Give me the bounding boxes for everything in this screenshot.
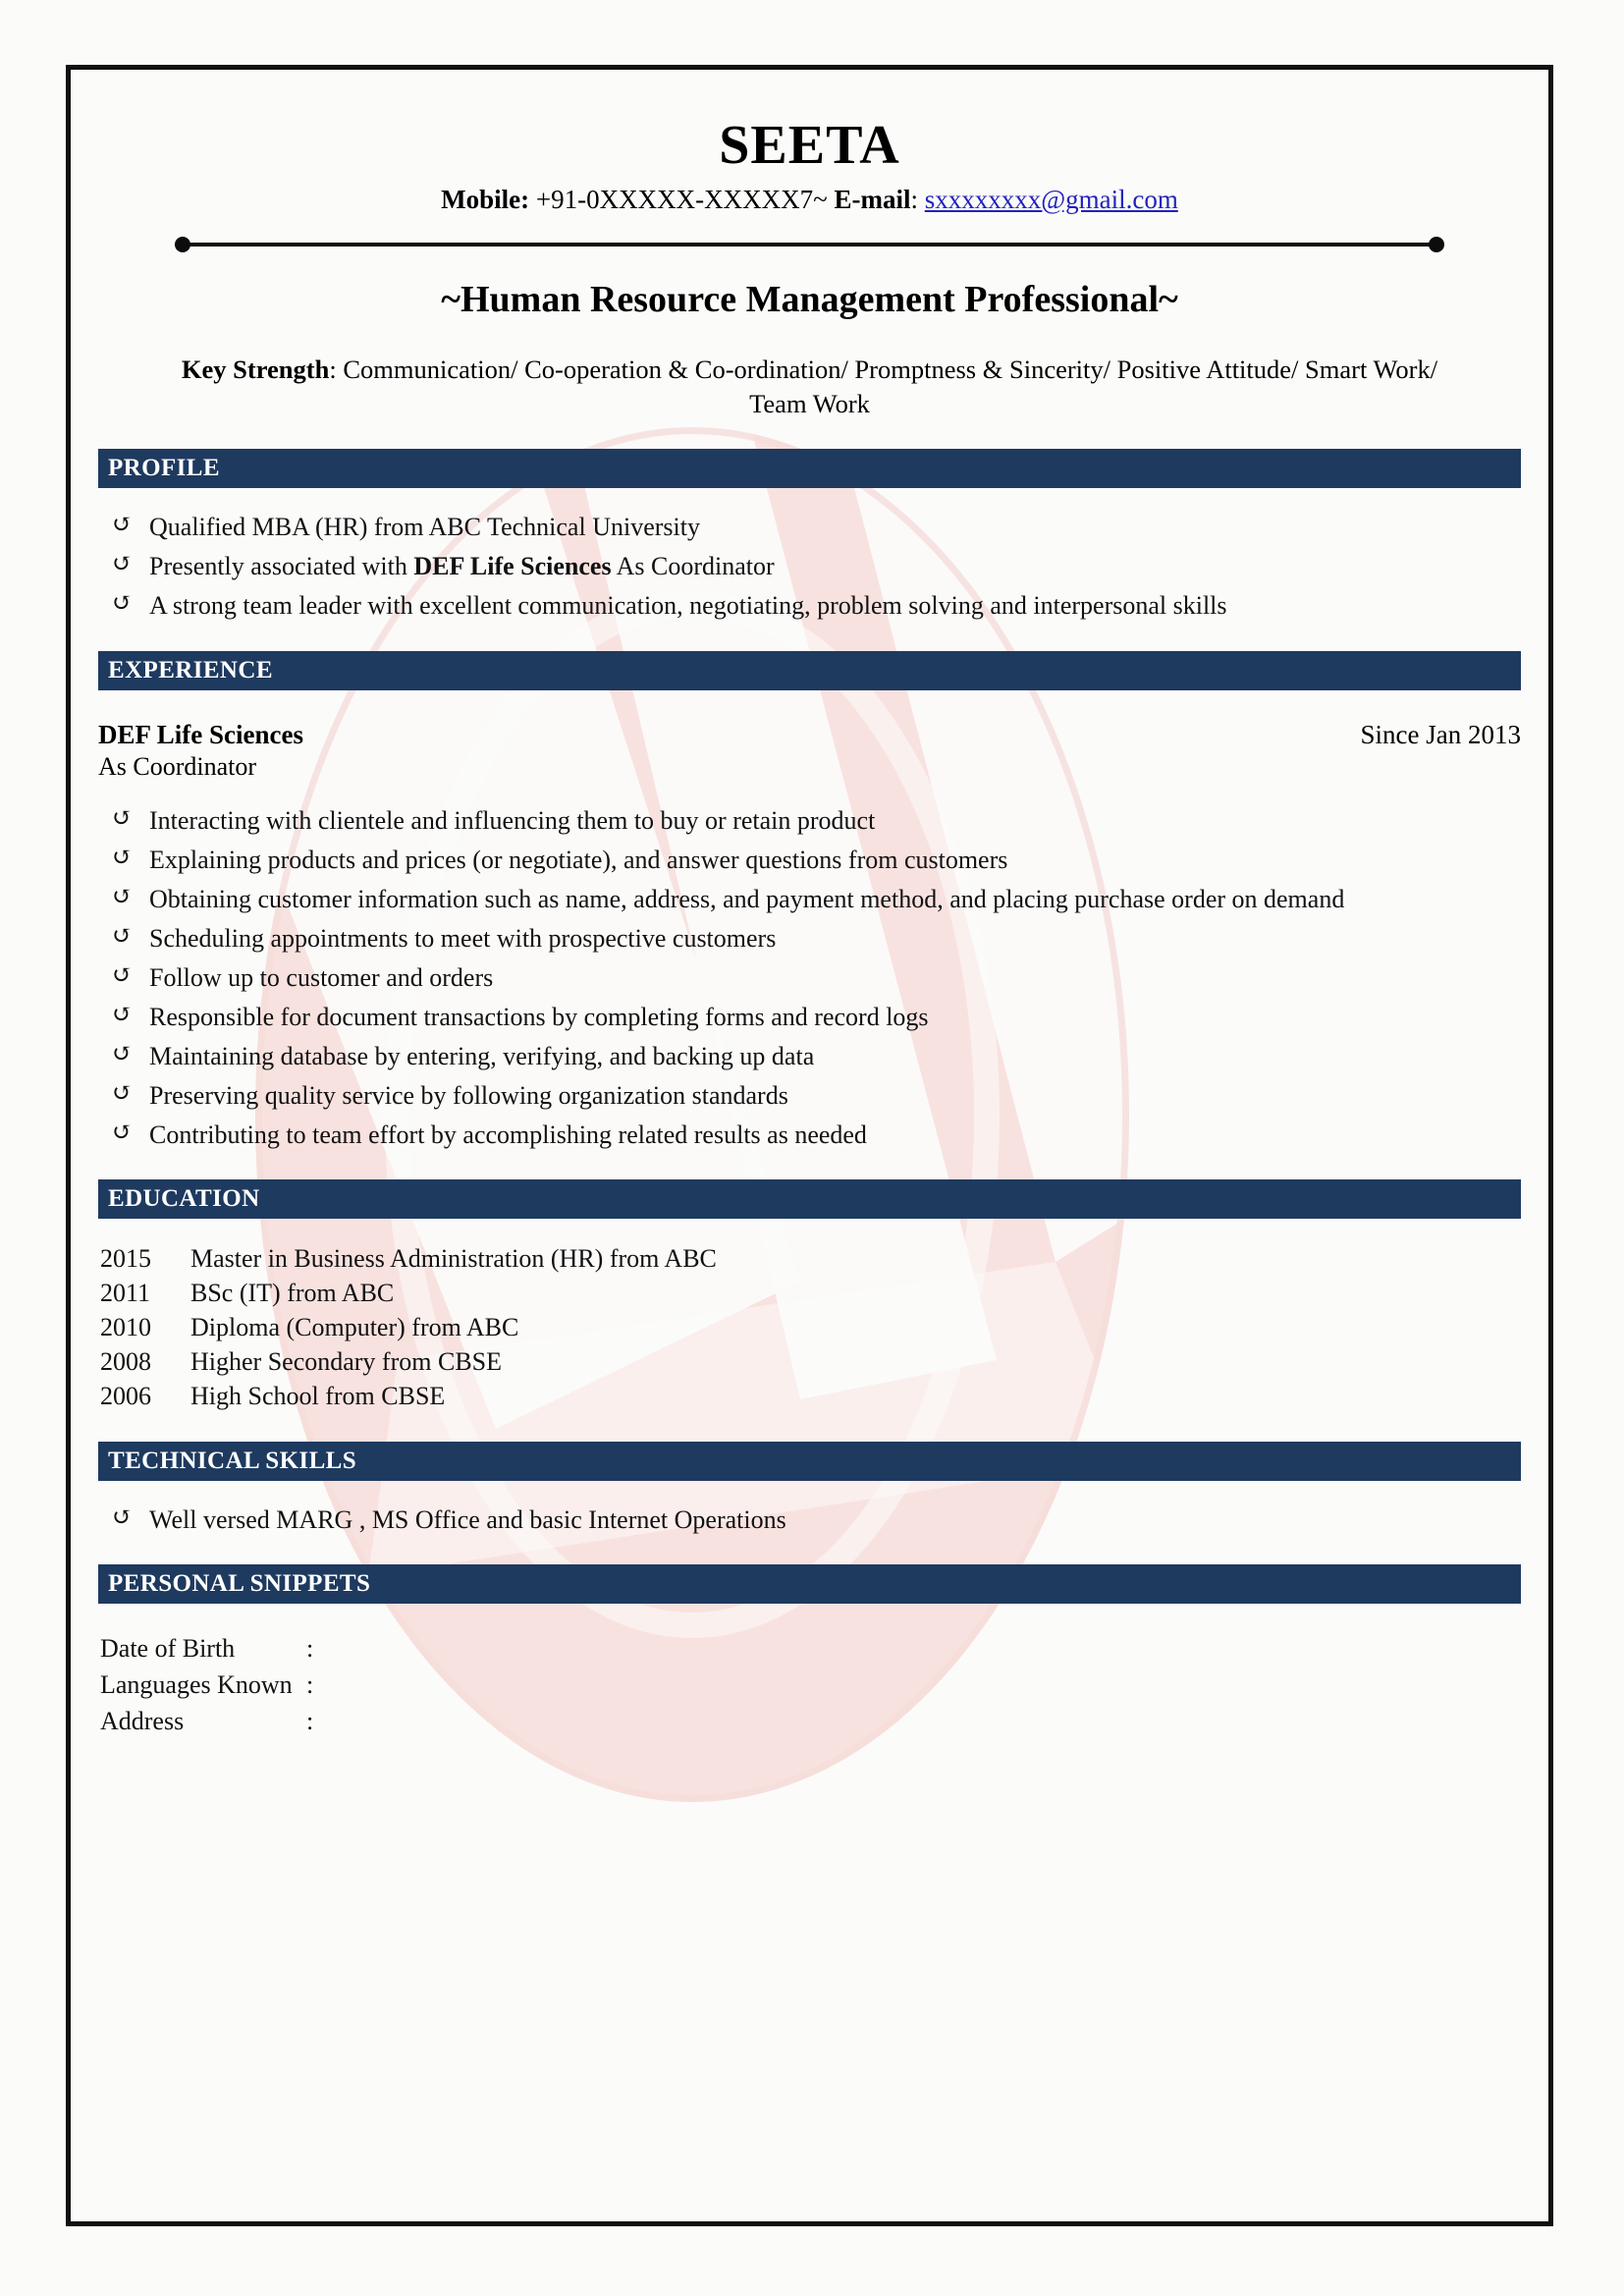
list-item — [98, 1039, 1521, 1073]
mobile-value: +91-0XXXXX-XXXXX7~ — [529, 184, 835, 214]
professional-headline: ~Human Resource Management Professional~ — [441, 278, 1178, 320]
email-colon: : — [910, 184, 925, 214]
education-detail: Diploma (Computer) from ABC — [190, 1313, 519, 1342]
list-item-text: Interacting with clientele and influencing them to buy or retain product — [149, 805, 876, 835]
table-row — [98, 1345, 717, 1380]
snippet-colon: : — [306, 1670, 314, 1700]
key-strength — [155, 353, 1464, 421]
experience-bullet-list — [98, 803, 1521, 1153]
snippet-colon: : — [306, 1707, 314, 1736]
list-item — [98, 1078, 1521, 1113]
rotate-arrow-bullet-icon: ↺ — [112, 804, 133, 832]
list-item — [98, 921, 1521, 956]
education-detail: Master in Business Administration (HR) from ABC — [190, 1244, 717, 1274]
rotate-arrow-bullet-icon: ↺ — [112, 961, 133, 989]
contact-line — [98, 185, 1521, 215]
table-row — [98, 1380, 717, 1414]
education-year: 2008 — [100, 1347, 151, 1377]
snippet-colon: : — [306, 1634, 314, 1664]
section-header-education: EDUCATION — [98, 1179, 1521, 1219]
list-item — [98, 843, 1521, 877]
list-item-text-tail: As Coordinator — [611, 552, 775, 581]
list-item-text: Scheduling appointments to meet with prospective customers — [149, 923, 777, 953]
experience-entry-header — [98, 720, 1521, 750]
list-item-text: Obtaining customer information such as name, address, and payment method, and placing purchase order on demand — [149, 884, 1345, 913]
section-header-profile: PROFILE — [98, 449, 1521, 488]
education-detail: High School from CBSE — [190, 1382, 446, 1411]
list-item — [98, 549, 1521, 583]
table-row — [98, 1631, 365, 1667]
key-strength-value: : Communication/ Co-operation & Co-ordination/ Promptness & Sincerity/ Positive Attitude/ Smart Work/ Team Work — [329, 354, 1438, 419]
list-item — [98, 1000, 1521, 1034]
list-item-bold: DEF Life Sciences — [413, 552, 612, 581]
rotate-arrow-bullet-icon: ↺ — [112, 1002, 133, 1029]
resume-content — [71, 70, 1548, 2221]
list-item-text: Responsible for document transactions by completing forms and record logs — [149, 1003, 929, 1032]
education-year: 2011 — [100, 1279, 151, 1308]
divider-line — [182, 243, 1437, 246]
section-header-personal-snippets: PERSONAL SNIPPETS — [98, 1564, 1521, 1604]
personal-snippets-table — [98, 1631, 365, 1740]
rotate-arrow-bullet-icon: ↺ — [112, 922, 133, 950]
rotate-arrow-bullet-icon: ↺ — [112, 1120, 133, 1147]
email-label: E-mail — [834, 184, 911, 214]
table-row — [98, 1242, 717, 1277]
experience-role: As Coordinator — [98, 751, 257, 781]
education-detail: BSc (IT) from ABC — [190, 1279, 395, 1308]
list-item — [98, 510, 1521, 544]
rotate-arrow-bullet-icon: ↺ — [112, 883, 133, 910]
list-item — [98, 588, 1521, 623]
experience-company: DEF Life Sciences — [98, 719, 303, 749]
list-item — [98, 882, 1521, 916]
education-year: 2010 — [100, 1313, 151, 1342]
list-item — [98, 1503, 1521, 1537]
list-item-text: Contributing to team effort by accomplishing related results as needed — [149, 1121, 867, 1150]
rotate-arrow-bullet-icon: ↺ — [112, 590, 133, 618]
profile-bullet-list — [98, 510, 1521, 623]
list-item-text: Follow up to customer and orders — [149, 962, 494, 992]
list-item-text: Qualified MBA (HR) from ABC Technical University — [149, 513, 700, 542]
table-row — [98, 1667, 365, 1704]
list-item-text: Maintaining database by entering, verifying, and backing up data — [149, 1042, 815, 1071]
list-item — [98, 960, 1521, 995]
divider-dot-right-icon — [1429, 237, 1444, 252]
rotate-arrow-bullet-icon: ↺ — [112, 844, 133, 871]
candidate-name: SEETA — [719, 115, 900, 176]
table-row — [98, 1704, 365, 1740]
list-item — [98, 803, 1521, 838]
rotate-arrow-bullet-icon: ↺ — [112, 512, 133, 539]
rotate-arrow-bullet-icon: ↺ — [112, 1041, 133, 1068]
list-item-text: Explaining products and prices (or negotiate), and answer questions from customers — [149, 845, 1008, 874]
snippet-label: Address — [100, 1707, 185, 1736]
table-row — [98, 1311, 717, 1345]
rotate-arrow-bullet-icon: ↺ — [112, 1504, 133, 1532]
list-item-text: Well versed MARG , MS Office and basic Internet Operations — [149, 1505, 786, 1535]
list-item-text: A strong team leader with excellent communication, negotiating, problem solving and interpersonal skills — [149, 591, 1227, 621]
technical-skills-bullet-list — [98, 1503, 1521, 1537]
mobile-label: Mobile: — [441, 184, 530, 214]
education-table — [98, 1242, 717, 1414]
header-divider — [98, 229, 1521, 258]
education-year: 2006 — [100, 1382, 151, 1411]
snippet-label: Languages Known — [100, 1670, 293, 1700]
rotate-arrow-bullet-icon: ↺ — [112, 1080, 133, 1108]
education-detail: Higher Secondary from CBSE — [190, 1347, 503, 1377]
email-link[interactable]: sxxxxxxxx@gmail.com — [924, 184, 1178, 214]
table-row — [98, 1277, 717, 1311]
section-header-experience: EXPERIENCE — [98, 651, 1521, 690]
education-year: 2015 — [100, 1244, 151, 1274]
snippet-label: Date of Birth — [100, 1634, 236, 1664]
list-item — [98, 1118, 1521, 1152]
list-item-text: Preserving quality service by following organization standards — [149, 1081, 788, 1111]
key-strength-label: Key Strength — [181, 354, 330, 384]
experience-period: Since Jan 2013 — [1360, 719, 1521, 749]
list-item-text: Presently associated with — [149, 552, 414, 581]
rotate-arrow-bullet-icon: ↺ — [112, 551, 133, 578]
section-header-technical-skills: TECHNICAL SKILLS — [98, 1442, 1521, 1481]
